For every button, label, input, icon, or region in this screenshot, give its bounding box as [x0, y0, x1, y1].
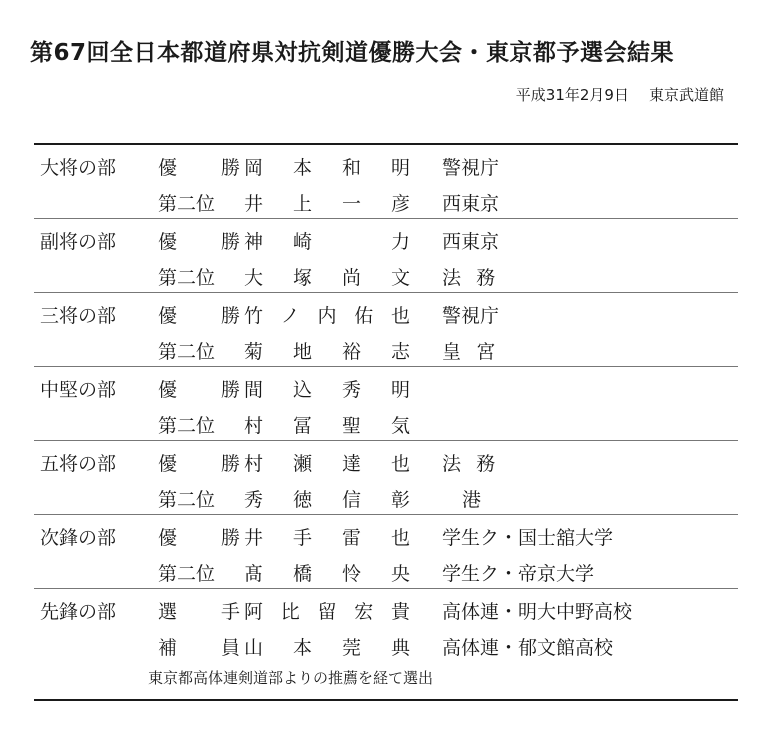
competitor-name — [244, 153, 410, 180]
name-char: 上 — [292, 193, 312, 215]
division-name: 五将の部 — [40, 453, 117, 475]
rank-label: 第二位 — [158, 341, 216, 363]
name-char: 込 — [292, 379, 312, 401]
division-name: 副将の部 — [40, 231, 117, 253]
division-block — [34, 589, 738, 699]
result-row — [34, 335, 738, 365]
name-char: 留 — [317, 601, 337, 623]
rank-char: 勝 — [220, 231, 240, 253]
division-block — [34, 145, 738, 219]
rank-char: 員 — [220, 637, 240, 659]
competitor-name — [244, 227, 410, 254]
name-char: 文 — [390, 267, 410, 289]
rank-char: 優 — [158, 157, 178, 179]
competitor-name — [244, 337, 410, 364]
result-row — [34, 225, 738, 255]
division-block — [34, 219, 738, 293]
result-row — [34, 521, 738, 551]
event-date: 平成31年2月9日 — [515, 86, 629, 104]
affiliation: 法務 — [442, 267, 511, 289]
competitor-name — [244, 375, 410, 402]
name-char: 塚 — [292, 267, 312, 289]
name-char: 阿 — [244, 601, 264, 623]
name-char: 間 — [244, 379, 264, 401]
affiliation: 警視庁 — [442, 305, 500, 327]
affiliation: 法務 — [442, 453, 511, 475]
affiliation: 学生ク・帝京大学 — [442, 563, 595, 585]
affiliation: 警視庁 — [442, 157, 500, 179]
name-char: 橋 — [292, 563, 312, 585]
name-char: 佑 — [354, 305, 374, 327]
division-block — [34, 367, 738, 441]
selection-note: 東京都高体連剣道部よりの推薦を経て選出 — [148, 669, 434, 687]
name-char: 山 — [244, 637, 264, 659]
name-char: 岡 — [244, 157, 264, 179]
name-char: 瀬 — [292, 453, 312, 475]
name-char: 明 — [390, 379, 410, 401]
rank-char: 勝 — [220, 527, 240, 549]
name-char: 也 — [390, 305, 410, 327]
name-char: 髙 — [244, 563, 264, 585]
name-char: 村 — [244, 415, 264, 437]
affiliation: 西東京 — [442, 231, 500, 253]
rank-char: 補 — [158, 637, 178, 659]
name-char: 聖 — [341, 415, 361, 437]
result-row — [34, 373, 738, 403]
name-char — [342, 227, 361, 254]
name-char: 井 — [244, 527, 264, 549]
affiliation: 港 — [462, 489, 482, 511]
division-name: 次鋒の部 — [40, 527, 117, 549]
rank-label — [158, 375, 240, 402]
name-char: 大 — [244, 267, 264, 289]
rank-label — [158, 597, 240, 624]
rank-char: 勝 — [220, 379, 240, 401]
rank-char: 優 — [158, 305, 178, 327]
name-char: 本 — [292, 637, 312, 659]
name-char: 徳 — [292, 489, 312, 511]
result-row — [34, 595, 738, 625]
name-char: 典 — [390, 637, 410, 659]
rank-label: 第二位 — [158, 415, 216, 437]
competitor-name — [244, 301, 410, 328]
name-char: 雷 — [341, 527, 361, 549]
affiliation: 高体連・郁文館高校 — [442, 637, 614, 659]
name-char: 怜 — [341, 563, 361, 585]
name-char: 志 — [390, 341, 410, 363]
result-row — [34, 631, 738, 661]
rank-char: 選 — [158, 601, 178, 623]
name-char: 一 — [341, 193, 361, 215]
competitor-name — [244, 411, 410, 438]
result-row — [34, 187, 738, 217]
affiliation: 西東京 — [442, 193, 500, 215]
rank-label — [158, 153, 240, 180]
name-char: 明 — [390, 157, 410, 179]
name-char: 央 — [390, 563, 410, 585]
result-row — [34, 409, 738, 439]
rank-char: 勝 — [220, 157, 240, 179]
competitor-name — [244, 449, 410, 476]
competitor-name — [244, 633, 410, 660]
name-char: 也 — [390, 527, 410, 549]
name-char: 手 — [292, 527, 312, 549]
name-char: 村 — [244, 453, 264, 475]
division-name: 三将の部 — [40, 305, 117, 327]
division-name: 大将の部 — [40, 157, 117, 179]
name-char: 神 — [244, 231, 264, 253]
rank-label: 第二位 — [158, 563, 216, 585]
name-char: 内 — [317, 305, 337, 327]
name-char: 力 — [390, 231, 410, 253]
event-venue: 東京武道館 — [648, 86, 724, 104]
rank-label — [158, 449, 240, 476]
name-char: 莞 — [341, 637, 361, 659]
rank-label: 第二位 — [158, 489, 216, 511]
result-row — [34, 447, 738, 477]
name-char: 気 — [390, 415, 410, 437]
result-row — [34, 261, 738, 291]
name-char: 彦 — [390, 193, 410, 215]
name-char: 貴 — [390, 601, 410, 623]
name-char: 秀 — [244, 489, 264, 511]
name-char: ノ — [280, 305, 300, 327]
name-char: 彰 — [390, 489, 410, 511]
division-name: 中堅の部 — [40, 379, 117, 401]
competitor-name — [244, 597, 410, 624]
page-title: 第67回全日本都道府県対抗剣道優勝大会・東京都予選会結果 — [30, 40, 675, 66]
affiliation: 皇宮 — [442, 341, 511, 363]
rank-label: 第二位 — [158, 193, 216, 215]
rank-char: 優 — [158, 453, 178, 475]
competitor-name — [244, 559, 410, 586]
rank-label — [158, 227, 240, 254]
competitor-name — [244, 485, 410, 512]
name-char: 信 — [341, 489, 361, 511]
name-char: 崎 — [292, 231, 312, 253]
result-row — [34, 299, 738, 329]
name-char: 和 — [341, 157, 361, 179]
rank-label — [158, 633, 240, 660]
name-char: 秀 — [341, 379, 361, 401]
rank-label — [158, 523, 240, 550]
results-table — [34, 143, 738, 701]
name-char: 宏 — [354, 601, 374, 623]
name-char: 竹 — [244, 305, 264, 327]
affiliation: 学生ク・国士舘大学 — [442, 527, 614, 549]
rank-char: 優 — [158, 231, 178, 253]
division-block — [34, 441, 738, 515]
rank-char: 手 — [220, 601, 240, 623]
rank-char: 勝 — [220, 453, 240, 475]
result-row — [34, 483, 738, 513]
name-char: 裕 — [341, 341, 361, 363]
division-block — [34, 293, 738, 367]
name-char: 比 — [280, 601, 300, 623]
name-char: 冨 — [292, 415, 312, 437]
date-venue-line — [516, 84, 724, 105]
rank-char: 優 — [158, 379, 178, 401]
name-char: 本 — [292, 157, 312, 179]
rank-char: 優 — [158, 527, 178, 549]
name-char: 尚 — [341, 267, 361, 289]
rank-label — [158, 301, 240, 328]
name-char: 菊 — [244, 341, 264, 363]
rank-char: 勝 — [220, 305, 240, 327]
name-char: 井 — [244, 193, 264, 215]
result-row — [34, 151, 738, 181]
affiliation: 高体連・明大中野高校 — [442, 601, 633, 623]
competitor-name — [244, 189, 410, 216]
competitor-name — [244, 523, 410, 550]
name-char: 也 — [390, 453, 410, 475]
division-name: 先鋒の部 — [40, 601, 117, 623]
division-block — [34, 515, 738, 589]
name-char: 地 — [292, 341, 312, 363]
name-char: 達 — [341, 453, 361, 475]
rank-label: 第二位 — [158, 267, 216, 289]
result-row — [34, 557, 738, 587]
competitor-name — [244, 263, 410, 290]
